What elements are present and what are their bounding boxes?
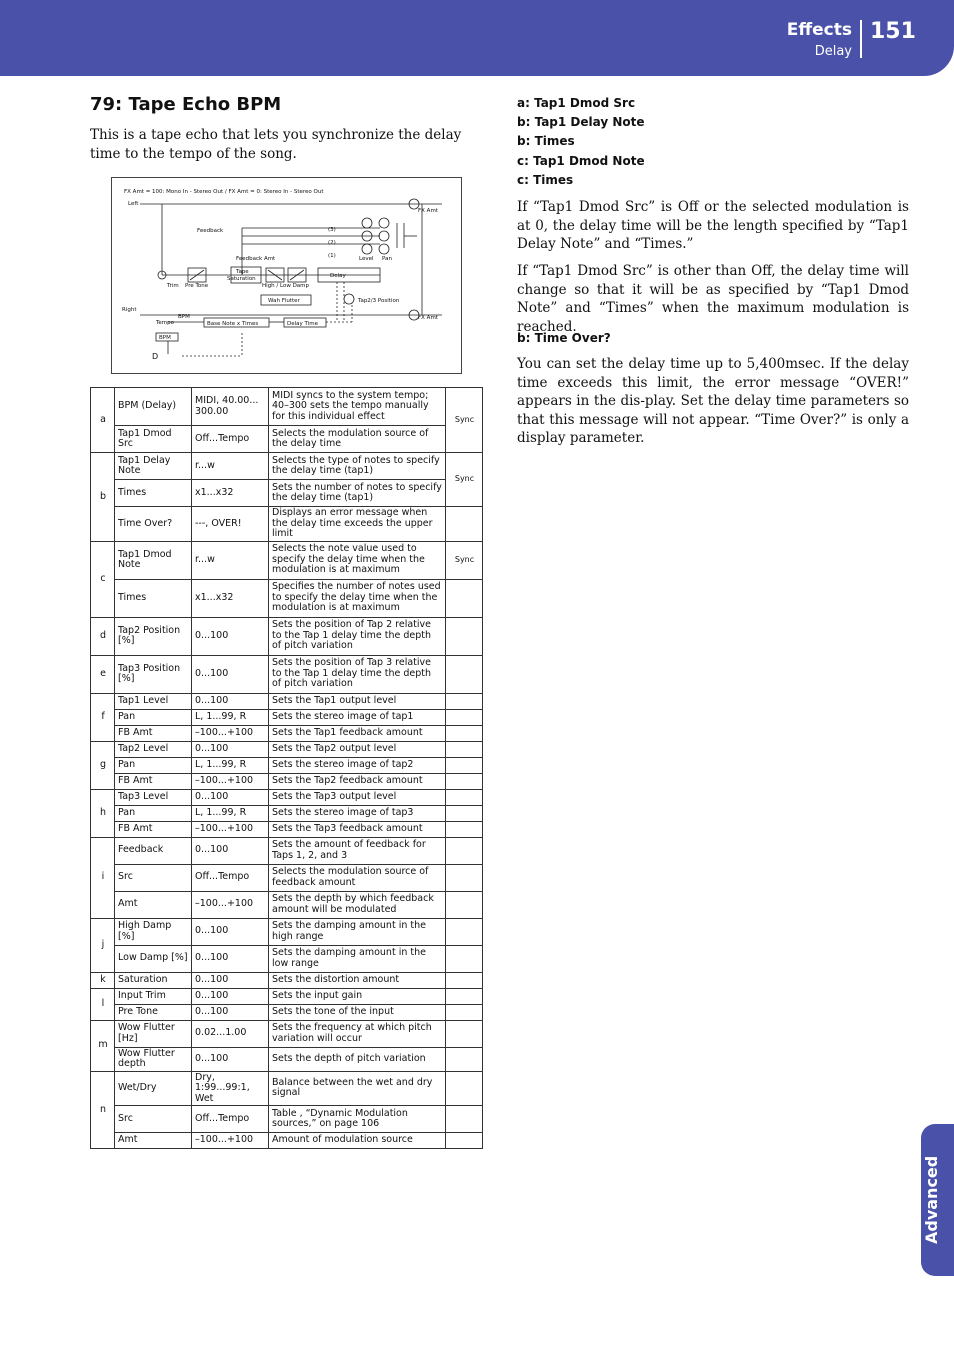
table-row <box>91 617 483 655</box>
empty-cell <box>446 617 483 655</box>
diagram-pan: Pan <box>382 256 392 262</box>
table-row <box>91 480 483 507</box>
param-name: Tap3 Position [%] <box>115 655 192 693</box>
group-letter: a <box>91 388 115 453</box>
param-name: Tap3 Level <box>115 789 192 805</box>
diagram-level: Level <box>359 256 374 262</box>
empty-cell <box>446 988 483 1004</box>
param-description: Sets the position of Tap 2 relative to the Tap 1 delay time the depth of pitch variation <box>269 617 446 655</box>
empty-cell <box>446 1071 483 1106</box>
param-description: Sets the Tap1 output level <box>269 693 446 709</box>
page-number: 151 <box>870 19 916 44</box>
table-row <box>91 864 483 891</box>
right-heading-3: b: Times <box>517 134 575 148</box>
param-name: Feedback <box>115 837 192 864</box>
param-description: Sets the Tap3 output level <box>269 789 446 805</box>
table-row <box>91 988 483 1004</box>
param-description: Sets the damping amount in the low range <box>269 945 446 972</box>
param-range: 0...100 <box>192 988 269 1004</box>
table-row <box>91 693 483 709</box>
param-name: Pan <box>115 757 192 773</box>
param-name: Low Damp [%] <box>115 945 192 972</box>
diagram-tempo: Tempo <box>156 320 175 326</box>
right-paragraph-1: If “Tap1 Dmod Src” is Off or the selected modulation is at 0, the delay time will be the length specified by “Tap1 Delay Note” and “Times.” <box>517 199 909 252</box>
param-description: Sets the Tap2 feedback amount <box>269 773 446 789</box>
table-row <box>91 579 483 617</box>
param-description: Sets the number of notes to specify the delay time (tap1) <box>269 480 446 507</box>
param-name: Tap1 Delay Note <box>115 453 192 480</box>
diagram-top-note: FX Amt = 100: Mono In - Stereo Out / FX Amt = 0: Stereo In - Stereo Out <box>124 189 324 195</box>
group-letter: g <box>91 741 115 789</box>
sync-icon: Sync <box>446 541 483 579</box>
table-row <box>91 1106 483 1133</box>
param-name: Tap1 Dmod Note <box>115 541 192 579</box>
diagram-left: Left <box>128 201 139 207</box>
diagram-tap2: (2) <box>328 240 336 246</box>
group-letter: n <box>91 1071 115 1149</box>
param-description: Sets the depth by which feedback amount will be modulated <box>269 891 446 918</box>
param-name: Amt <box>115 891 192 918</box>
empty-cell <box>446 821 483 837</box>
empty-cell <box>446 1004 483 1020</box>
side-tab-advanced[interactable] <box>921 1124 954 1276</box>
param-name: Wet/Dry <box>115 1071 192 1106</box>
param-name: Amt <box>115 1133 192 1149</box>
table-row <box>91 1071 483 1106</box>
param-name: Tap1 Level <box>115 693 192 709</box>
table-row <box>91 945 483 972</box>
param-range: L, 1...99, R <box>192 709 269 725</box>
empty-cell <box>446 773 483 789</box>
param-name: FB Amt <box>115 821 192 837</box>
param-description: Sets the input gain <box>269 988 446 1004</box>
param-range: 0...100 <box>192 837 269 864</box>
table-row <box>91 1020 483 1047</box>
empty-cell <box>446 918 483 945</box>
empty-cell <box>446 837 483 864</box>
param-name: Times <box>115 480 192 507</box>
param-range: 0...100 <box>192 945 269 972</box>
diagram-pre-tone: Pre Tone <box>185 283 209 289</box>
group-letter: m <box>91 1020 115 1071</box>
table-row <box>91 709 483 725</box>
param-range: L, 1...99, R <box>192 805 269 821</box>
param-description: Sets the position of Tap 3 relative to the Tap 1 delay time the depth of pitch variation <box>269 655 446 693</box>
table-row <box>91 453 483 480</box>
param-name: Wow Flutter [Hz] <box>115 1020 192 1047</box>
param-name: FB Amt <box>115 725 192 741</box>
table-row <box>91 918 483 945</box>
page-header <box>0 0 954 76</box>
param-name: FB Amt <box>115 773 192 789</box>
param-range: Dry, 1:99...99:1, Wet <box>192 1071 269 1106</box>
param-range: r...w <box>192 541 269 579</box>
empty-cell <box>446 507 483 542</box>
param-range: Off...Tempo <box>192 1106 269 1133</box>
param-description: Selects the modulation source of feedback amount <box>269 864 446 891</box>
group-letter: h <box>91 789 115 837</box>
right-heading-time-over: b: Time Over? <box>517 331 611 345</box>
table-row <box>91 426 483 453</box>
diagram-tap3: (3) <box>328 227 336 233</box>
table-row <box>91 773 483 789</box>
diagram-feedback: Feedback <box>197 228 224 234</box>
param-range: Off...Tempo <box>192 864 269 891</box>
empty-cell <box>446 725 483 741</box>
diagram-saturation: Saturation <box>227 276 256 282</box>
param-description: Table , “Dynamic Modulation sources,” on page 106 <box>269 1106 446 1133</box>
diagram-tape: Tape <box>236 269 249 275</box>
empty-cell <box>446 579 483 617</box>
right-paragraph-2: If “Tap1 Dmod Src” is other than Off, the delay time will change so that it will be as specified by “Tap1 Dmod Note” and “Times” when the maximum modulation is reached. <box>517 263 909 335</box>
table-row <box>91 388 483 426</box>
diagram-dmod: D <box>152 352 159 361</box>
param-name: High Damp [%] <box>115 918 192 945</box>
param-name: Pan <box>115 805 192 821</box>
param-name: Tap1 Dmod Src <box>115 426 192 453</box>
diagram-right: Right <box>122 307 137 313</box>
param-description: Sets the Tap3 feedback amount <box>269 821 446 837</box>
param-description: Sets the amount of feedback for Taps 1, 2, and 3 <box>269 837 446 864</box>
param-description: Sets the Tap2 output level <box>269 741 446 757</box>
param-name: Input Trim <box>115 988 192 1004</box>
param-range: x1...x32 <box>192 480 269 507</box>
table-row <box>91 1004 483 1020</box>
header-divider <box>860 20 862 58</box>
param-description: Selects the modulation source of the delay time <box>269 426 446 453</box>
param-description: Sets the frequency at which pitch variation will occur <box>269 1020 446 1047</box>
table-row <box>91 789 483 805</box>
diagram-bpm-label: BPM <box>178 314 190 320</box>
empty-cell <box>446 1133 483 1149</box>
group-letter: f <box>91 693 115 741</box>
side-tab-label: Advanced <box>922 1155 941 1244</box>
effect-title: 79: Tape Echo BPM <box>90 94 282 115</box>
diagram-feedback-amt: Feedback Amt <box>236 256 276 262</box>
intro-paragraph: This is a tape echo that lets you synchronize the delay time to the tempo of the song. <box>90 127 462 162</box>
param-range: x1...x32 <box>192 579 269 617</box>
diagram-wah-flutter: Wah Flutter <box>268 298 300 304</box>
sync-icon: Sync <box>446 453 483 507</box>
param-description: MIDI syncs to the system tempo; 40–300 sets the tempo manually for this individual effect <box>269 388 446 426</box>
empty-cell <box>446 1106 483 1133</box>
table-row <box>91 757 483 773</box>
param-description: Sets the stereo image of tap1 <box>269 709 446 725</box>
table-row <box>91 837 483 864</box>
empty-cell <box>446 741 483 757</box>
table-row <box>91 821 483 837</box>
sync-icon: Sync <box>446 388 483 453</box>
table-row <box>91 1133 483 1149</box>
diagram-fx-amt-top: FX Amt <box>418 208 438 214</box>
param-range: –100...+100 <box>192 725 269 741</box>
param-description: Amount of modulation source <box>269 1133 446 1149</box>
param-range: Off...Tempo <box>192 426 269 453</box>
param-range: 0...100 <box>192 693 269 709</box>
param-range: –100...+100 <box>192 891 269 918</box>
param-name: Src <box>115 1106 192 1133</box>
param-range: 0...100 <box>192 1004 269 1020</box>
group-letter: b <box>91 453 115 542</box>
right-heading-5: c: Times <box>517 173 574 187</box>
param-description: Selects the note value used to specify the delay time when the modulation is at maximum <box>269 541 446 579</box>
param-description: Sets the stereo image of tap3 <box>269 805 446 821</box>
param-description: Sets the distortion amount <box>269 972 446 988</box>
group-letter: e <box>91 655 115 693</box>
param-range: 0.02...1.00 <box>192 1020 269 1047</box>
param-range: –100...+100 <box>192 1133 269 1149</box>
empty-cell <box>446 655 483 693</box>
table-row <box>91 891 483 918</box>
section-subtitle: Delay <box>814 44 852 59</box>
empty-cell <box>446 864 483 891</box>
right-heading-1: a: Tap1 Dmod Src <box>517 96 636 110</box>
table-row <box>91 1047 483 1071</box>
param-name: Src <box>115 864 192 891</box>
param-description: Sets the stereo image of tap2 <box>269 757 446 773</box>
diagram-delay-time: Delay Time <box>287 321 318 327</box>
param-range: 0...100 <box>192 789 269 805</box>
diagram-fx-amt-bottom: FX Amt <box>418 315 438 321</box>
empty-cell <box>446 972 483 988</box>
param-description: Selects the type of notes to specify the delay time (tap1) <box>269 453 446 480</box>
param-name: Saturation <box>115 972 192 988</box>
param-name: Wow Flutter depth <box>115 1047 192 1071</box>
empty-cell <box>446 805 483 821</box>
diagram-bpm-box: BPM <box>159 335 171 341</box>
group-letter: j <box>91 918 115 972</box>
diagram-tap1: (1) <box>328 253 336 259</box>
empty-cell <box>446 1020 483 1047</box>
param-description: Displays an error message when the delay time exceeds the upper limit <box>269 507 446 542</box>
table-row <box>91 972 483 988</box>
empty-cell <box>446 789 483 805</box>
right-heading-2: b: Tap1 Delay Note <box>517 115 645 129</box>
param-description: Sets the Tap1 feedback amount <box>269 725 446 741</box>
param-range: L, 1...99, R <box>192 757 269 773</box>
section-title: Effects <box>786 20 852 40</box>
param-range: ---, OVER! <box>192 507 269 542</box>
group-letter: c <box>91 541 115 617</box>
param-name: BPM (Delay) <box>115 388 192 426</box>
block-diagram <box>111 177 462 374</box>
table-row <box>91 655 483 693</box>
table-row <box>91 541 483 579</box>
param-description: Sets the tone of the input <box>269 1004 446 1020</box>
param-range: MIDI, 40.00... 300.00 <box>192 388 269 426</box>
param-range: 0...100 <box>192 972 269 988</box>
param-range: 0...100 <box>192 655 269 693</box>
param-range: r...w <box>192 453 269 480</box>
diagram-base-note: Base Note x Times <box>207 321 259 327</box>
param-name: Times <box>115 579 192 617</box>
table-row <box>91 805 483 821</box>
empty-cell <box>446 945 483 972</box>
param-range: –100...+100 <box>192 821 269 837</box>
table-row <box>91 507 483 542</box>
param-name: Pan <box>115 709 192 725</box>
diagram-delay: Delay <box>330 273 346 279</box>
empty-cell <box>446 693 483 709</box>
empty-cell <box>446 709 483 725</box>
group-letter: i <box>91 837 115 918</box>
empty-cell <box>446 1047 483 1071</box>
param-name: Tap2 Level <box>115 741 192 757</box>
param-description: Specifies the number of notes used to specify the delay time when the modulation is at maximum <box>269 579 446 617</box>
right-heading-4: c: Tap1 Dmod Note <box>517 154 645 168</box>
diagram-high-low-damp: High / Low Damp <box>262 283 310 289</box>
block-diagram-svg <box>112 178 461 373</box>
table-row <box>91 741 483 757</box>
param-range: 0...100 <box>192 741 269 757</box>
group-letter: l <box>91 988 115 1020</box>
param-description: Sets the damping amount in the high range <box>269 918 446 945</box>
diagram-trim: Trim <box>167 283 179 289</box>
param-name: Tap2 Position [%] <box>115 617 192 655</box>
param-range: –100...+100 <box>192 773 269 789</box>
table-row <box>91 725 483 741</box>
empty-cell <box>446 891 483 918</box>
param-range: 0...100 <box>192 918 269 945</box>
param-name: Pre Tone <box>115 1004 192 1020</box>
diagram-tap23-position: Tap2/3 Position <box>358 298 400 304</box>
parameter-table <box>90 387 483 1149</box>
group-letter: d <box>91 617 115 655</box>
param-description: Sets the depth of pitch variation <box>269 1047 446 1071</box>
param-range: 0...100 <box>192 1047 269 1071</box>
right-paragraph-3: You can set the delay time up to 5,400msec. If the delay time exceeds this limit, the error message “OVER!” appears in the dis-play. Set the delay time parameters so that this message will not appear. “Time Over?” is only a display parameter. <box>517 356 909 446</box>
param-name: Time Over? <box>115 507 192 542</box>
group-letter: k <box>91 972 115 988</box>
empty-cell <box>446 757 483 773</box>
param-range: 0...100 <box>192 617 269 655</box>
param-description: Balance between the wet and dry signal <box>269 1071 446 1106</box>
